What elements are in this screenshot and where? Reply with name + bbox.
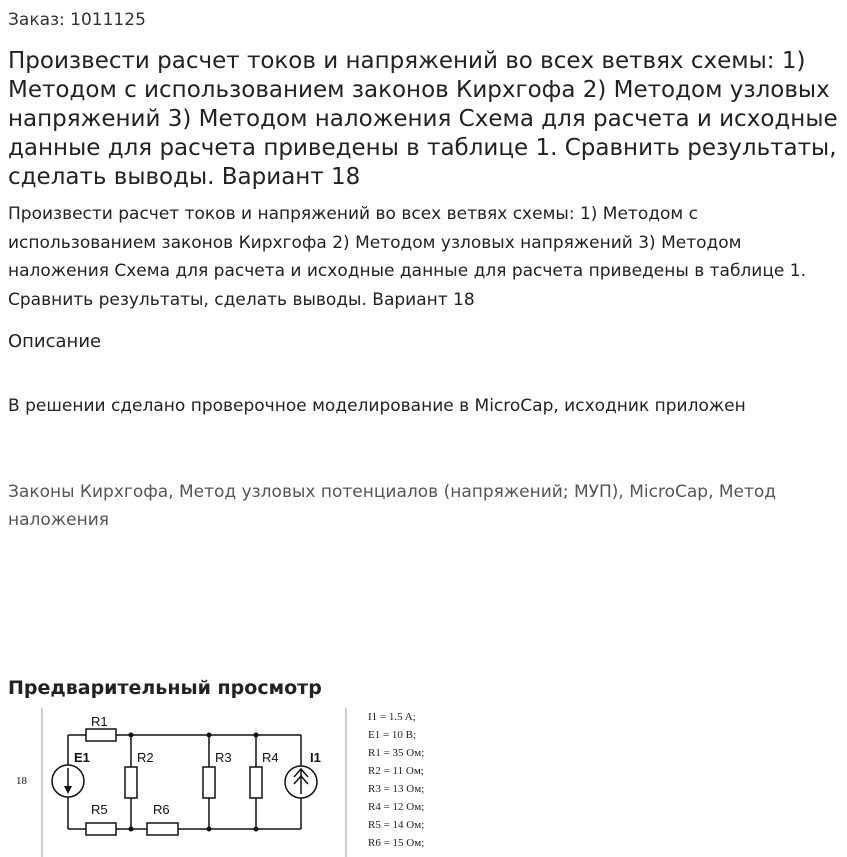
junction-dots: [129, 733, 259, 832]
resistor-r6: [147, 823, 178, 835]
param-r6: R6 = 15 Ом;: [368, 837, 425, 849]
resistor-r1: [86, 729, 116, 741]
resistor-r5: [86, 823, 116, 835]
param-r4: R4 = 12 Ом;: [368, 801, 425, 813]
label-r3: R3: [215, 750, 232, 765]
order-number: Заказ: 1011125: [8, 10, 146, 30]
label-i1: I1: [310, 750, 321, 765]
solution-note: В решении сделано проверочное моделирование в MicroCap, исходник приложен: [8, 396, 746, 416]
label-r2: R2: [137, 750, 154, 765]
variant-number: 18: [16, 775, 27, 787]
resistor-r4: [250, 767, 262, 798]
param-i1: I1 = 1.5 A;: [368, 711, 416, 723]
parameters-list: [368, 708, 424, 852]
label-r4: R4: [262, 750, 279, 765]
label-r5: R5: [91, 802, 108, 817]
page-title: Произвести расчет токов и напряжений во всех ветвях схемы: 1) Методом с использованием законов Кирхгофа 2) Методом узловых напряжений 3) Методом наложения Схема для расчета и исходные данные для расчета приведены в таблице 1. Сравнить результаты, сделать выводы. Вариант 18: [8, 48, 838, 190]
param-e1: E1 = 10 В;: [368, 729, 417, 741]
label-e1: E1: [74, 750, 90, 765]
tags-line[interactable]: Законы Кирхгофа, Метод узловых потенциалов (напряжений; МУП), MicroCap, Метод наложения: [8, 482, 777, 530]
voltage-source-e1-icon: [52, 765, 84, 797]
circuit-diagram: [0, 706, 360, 857]
task-description: Произвести расчет токов и напряжений во всех ветвях схемы: 1) Методом с использованием законов Кирхгофа 2) Методом узловых напряжений 3) Методом наложения Схема для расчета и исходные данные для расчета приведены в таблице 1. Сравнить результаты, сделать выводы. Вариант 18: [8, 204, 806, 310]
description-heading: Описание: [8, 331, 102, 352]
preview-heading: Предварительный просмотр: [8, 677, 322, 699]
param-r1: R1 = 35 Ом;: [368, 747, 425, 759]
param-r2: R2 = 11 Ом;: [368, 765, 424, 777]
param-r3: R3 = 13 Ом;: [368, 783, 425, 795]
resistor-r2: [125, 767, 137, 798]
label-r6: R6: [153, 802, 170, 817]
preview-area: [0, 706, 847, 857]
label-r1: R1: [91, 714, 108, 729]
resistor-r3: [203, 767, 215, 798]
param-r5: R5 = 14 Ом;: [368, 819, 425, 831]
current-source-i1-icon: [285, 766, 317, 798]
